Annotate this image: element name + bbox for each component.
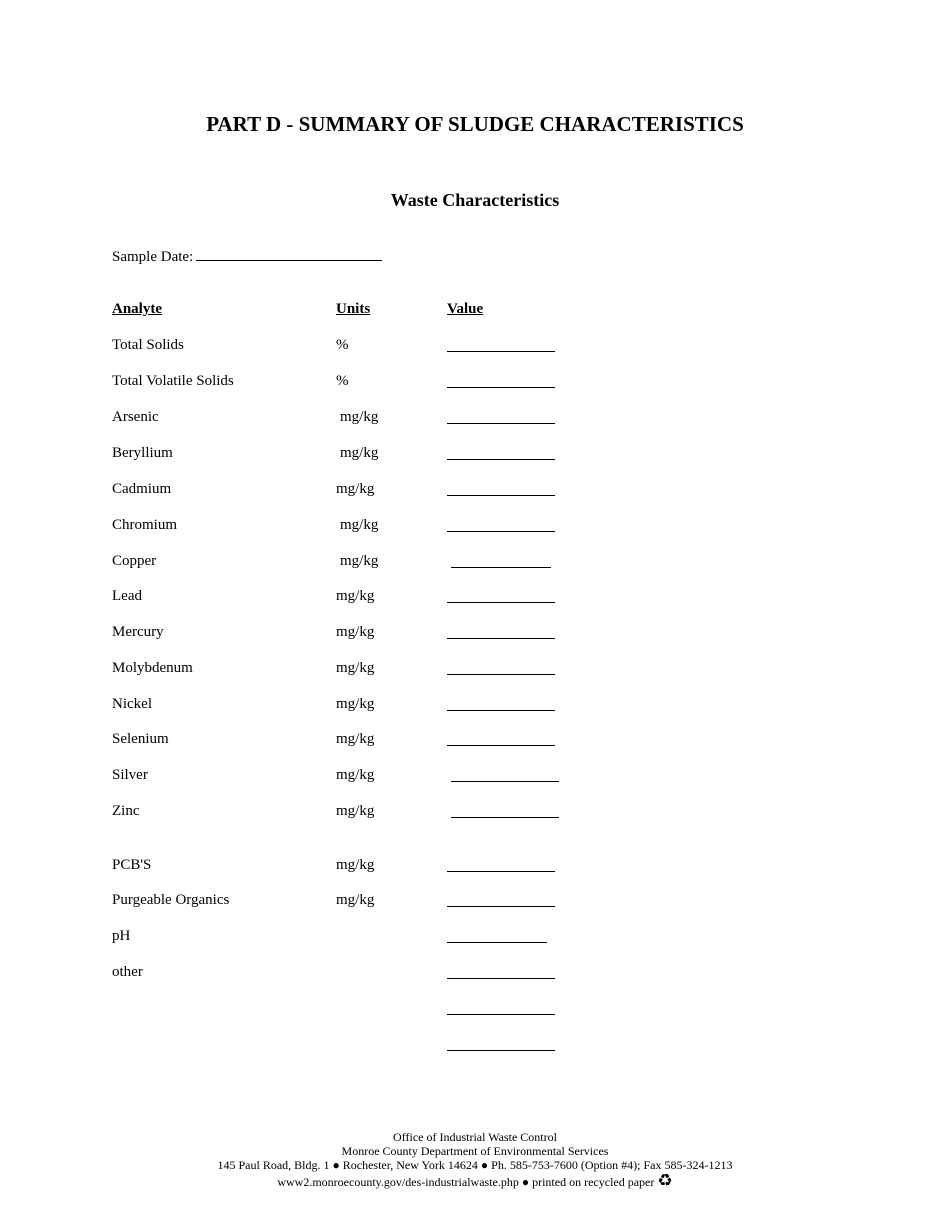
- value-blank[interactable]: [447, 602, 555, 603]
- analyte-name: Total Volatile Solids: [112, 373, 234, 389]
- sample-date-label: Sample Date:: [112, 249, 194, 265]
- analyte-units: mg/kg: [336, 731, 375, 747]
- analyte-name: Mercury: [112, 624, 164, 640]
- value-blank[interactable]: [447, 531, 555, 532]
- analyte-name: Cadmium: [112, 481, 172, 497]
- analyte-name: Zinc: [112, 803, 140, 819]
- value-blank[interactable]: [447, 638, 555, 639]
- analyte-units: mg/kg: [336, 803, 375, 819]
- footer-address: 145 Paul Road, Bldg. 1 ● Rochester, New York 14624 ● Ph. 585-753-7600 (Option #4); Fax 585-324-1213: [217, 1158, 733, 1172]
- analyte-name: Purgeable Organics: [112, 892, 230, 908]
- value-blank[interactable]: [447, 387, 555, 388]
- value-blank[interactable]: [447, 871, 555, 872]
- value-blank[interactable]: [447, 1014, 555, 1015]
- analyte-units: mg/kg: [336, 588, 375, 604]
- value-blank[interactable]: [447, 710, 555, 711]
- analyte-units: mg/kg: [340, 409, 379, 425]
- analyte-units: mg/kg: [340, 517, 379, 533]
- value-blank[interactable]: [447, 978, 555, 979]
- value-blank[interactable]: [447, 674, 555, 675]
- analyte-units: mg/kg: [336, 696, 375, 712]
- value-blank[interactable]: [447, 423, 555, 424]
- analyte-name: pH: [112, 928, 131, 944]
- sample-date-blank[interactable]: [196, 246, 382, 261]
- value-header: Value: [447, 301, 484, 317]
- sample-date-field[interactable]: [112, 246, 382, 267]
- analyte-name: PCB'S: [112, 857, 152, 873]
- analyte-name: Arsenic: [112, 409, 159, 425]
- value-blank[interactable]: [451, 781, 559, 782]
- value-blank[interactable]: [451, 567, 551, 568]
- analyte-name: Copper: [112, 553, 157, 569]
- value-blank[interactable]: [447, 906, 555, 907]
- analyte-name: Nickel: [112, 696, 152, 712]
- analyte-units: mg/kg: [336, 767, 375, 783]
- analyte-units: mg/kg: [340, 553, 379, 569]
- page-title: PART D - SUMMARY OF SLUDGE CHARACTERISTICS: [206, 112, 744, 136]
- analyte-name: Selenium: [112, 731, 169, 747]
- analyte-units: mg/kg: [336, 481, 375, 497]
- footer-website-line: [0, 1172, 950, 1190]
- analyte-name: other: [112, 964, 143, 980]
- analyte-name: Silver: [112, 767, 148, 783]
- footer-department: Monroe County Department of Environmental Services: [341, 1144, 609, 1158]
- value-blank[interactable]: [447, 745, 555, 746]
- analyte-header: Analyte: [112, 301, 162, 317]
- units-header: Units: [336, 301, 371, 317]
- analyte-name: Molybdenum: [112, 660, 193, 676]
- analyte-name: Lead: [112, 588, 142, 604]
- analyte-units: %: [336, 337, 349, 353]
- analyte-units: mg/kg: [336, 624, 375, 640]
- analyte-units: %: [336, 373, 349, 389]
- section-subtitle: Waste Characteristics: [390, 190, 560, 210]
- value-blank[interactable]: [447, 1050, 555, 1051]
- value-blank[interactable]: [447, 459, 555, 460]
- footer-office: Office of Industrial Waste Control: [393, 1130, 557, 1144]
- value-blank[interactable]: [451, 817, 559, 818]
- value-blank[interactable]: [447, 942, 547, 943]
- analyte-name: Chromium: [112, 517, 178, 533]
- analyte-name: Total Solids: [112, 337, 184, 353]
- analyte-units: mg/kg: [336, 857, 375, 873]
- analyte-units: mg/kg: [340, 445, 379, 461]
- analyte-units: mg/kg: [336, 660, 375, 676]
- footer-website: www2.monroecounty.gov/des-industrialwaste.php ● printed on recycled paper: [277, 1175, 655, 1189]
- analyte-units: mg/kg: [336, 892, 375, 908]
- analyte-name: Beryllium: [112, 445, 173, 461]
- value-blank[interactable]: [447, 495, 555, 496]
- recycle-icon: ♻: [657, 1171, 673, 1191]
- value-blank[interactable]: [447, 351, 555, 352]
